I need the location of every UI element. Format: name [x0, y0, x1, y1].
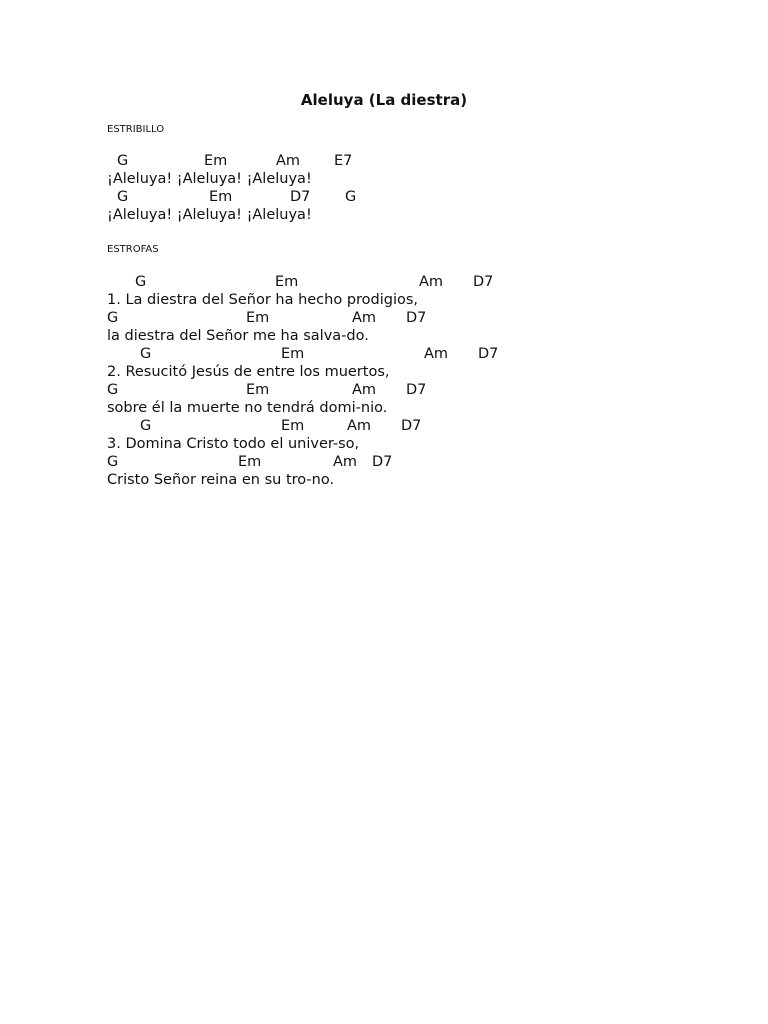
chord: Am [333, 454, 358, 470]
chord: Em [281, 418, 305, 434]
lyric-line: sobre él la muerte no tendrá domi-nio. [107, 400, 388, 416]
chord: D7 [406, 310, 427, 326]
verses-label: ESTROFAS [107, 244, 159, 255]
chord-line [107, 188, 667, 206]
lyric-line: 1. La diestra del Señor ha hecho prodigios, [107, 292, 419, 308]
refrain-label: ESTRIBILLO [107, 124, 165, 135]
chord: D7 [372, 454, 393, 470]
chord-line [107, 152, 667, 170]
chord-line [107, 381, 667, 399]
chord: G [345, 189, 357, 205]
chord: Am [419, 274, 444, 290]
lyric-line: la diestra del Señor me ha salva-do. [107, 328, 369, 344]
chord: Em [209, 189, 233, 205]
chord: Em [246, 310, 270, 326]
chord: D7 [401, 418, 422, 434]
song-title: Aleluya (La diestra) [300, 91, 468, 109]
chord: Em [238, 454, 262, 470]
chord: G [117, 153, 129, 169]
lyric-line: 2. Resucitó Jesús de entre los muertos, [107, 364, 390, 380]
chord-line [107, 417, 667, 435]
chord: G [140, 418, 152, 434]
lyric-line: Cristo Señor reina en su tro-no. [107, 472, 335, 488]
chord: E7 [334, 153, 353, 169]
chord: Em [246, 382, 270, 398]
chord: G [135, 274, 147, 290]
chord: G [117, 189, 129, 205]
chord: Am [352, 382, 377, 398]
chord: Am [352, 310, 377, 326]
lyric-line: ¡Aleluya! ¡Aleluya! ¡Aleluya! [107, 207, 312, 223]
chord-line [107, 273, 667, 291]
chord: G [107, 382, 119, 398]
chord: G [140, 346, 152, 362]
chord-line [107, 345, 667, 363]
chord: D7 [478, 346, 499, 362]
chord: D7 [290, 189, 311, 205]
chord: G [107, 310, 119, 326]
chord: D7 [473, 274, 494, 290]
chord-line [107, 453, 667, 471]
chord: D7 [406, 382, 427, 398]
chord-line [107, 309, 667, 327]
chord: Em [204, 153, 228, 169]
lyric-line: ¡Aleluya! ¡Aleluya! ¡Aleluya! [107, 171, 312, 187]
chord: Am [347, 418, 372, 434]
chord: Am [424, 346, 449, 362]
chord: Em [275, 274, 299, 290]
lyric-line: 3. Domina Cristo todo el univer-so, [107, 436, 360, 452]
chord: Em [281, 346, 305, 362]
chord: Am [276, 153, 301, 169]
chord: G [107, 454, 119, 470]
